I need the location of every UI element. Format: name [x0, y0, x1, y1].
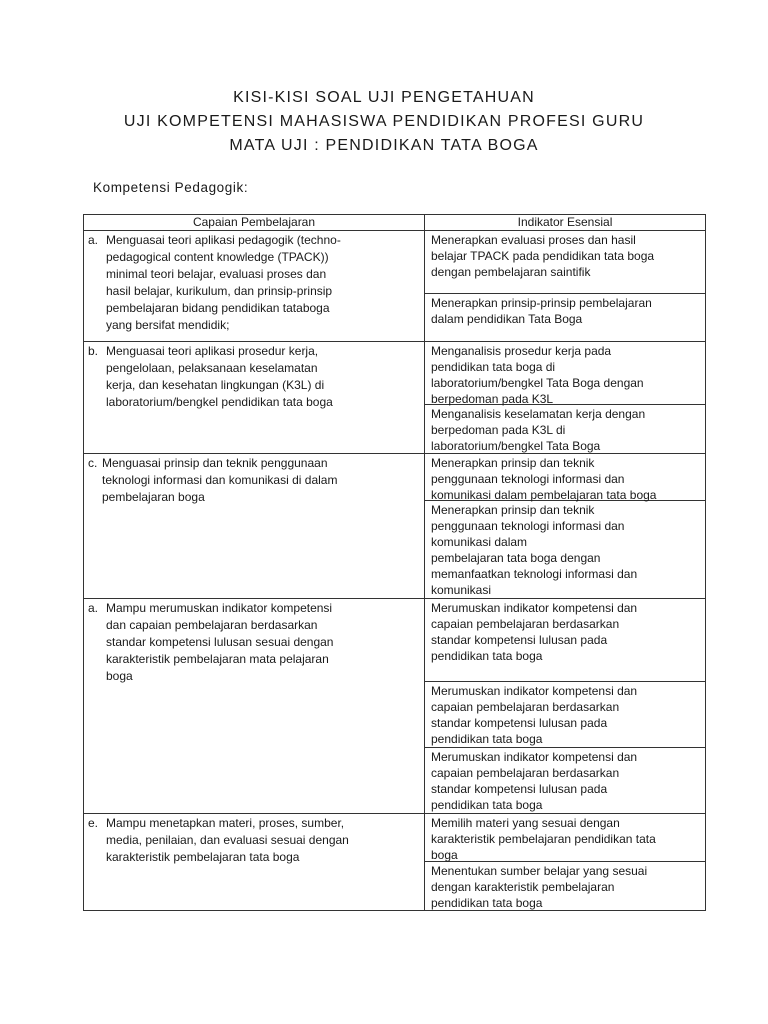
indikator-item: Menerapkan prinsip dan teknik penggunaan teknologi informasi dan komunikasi dalam pembelajaran tata boga dengan memanfaatkan teknologi informasi dan komunikasi — [425, 500, 705, 598]
table-row — [84, 342, 706, 454]
indikator-cell — [425, 342, 706, 454]
table-row — [84, 599, 706, 814]
capaian-text: Menguasai teori aplikasi prosedur kerja, pengelolaan, pelaksanaan keselamatan kerja, dan kesehatan lingkungan (K3L) di laboratorium/bengkel pendidikan tata boga — [106, 344, 333, 409]
indikator-item: Menganalisis keselamatan kerja dengan berpedoman pada K3L di laboratorium/bengkel Tata Boga — [425, 404, 705, 453]
table-row — [84, 454, 706, 599]
indikator-cell — [425, 231, 706, 342]
capaian-marker: a. — [88, 601, 99, 615]
indikator-cell — [425, 599, 706, 814]
indikator-item: Merumuskan indikator kompetensi dan capaian pembelajaran berdasarkan standar kompetensi lulusan pada pendidikan tata boga — [425, 681, 705, 747]
table-row — [84, 231, 706, 342]
section-label: Kompetensi Pedagogik: — [93, 180, 249, 195]
capaian-text: Mampu merumuskan indikator kompetensi dan capaian pembelajaran berdasarkan standar kompetensi lulusan sesuai dengan karakteristik pembelajaran mata pelajaran boga — [106, 601, 334, 683]
indikator-item: Memilih materi yang sesuai dengan karakteristik pembelajaran pendidikan tata boga — [431, 816, 656, 862]
column-header-indikator: Indikator Esensial — [425, 215, 706, 231]
capaian-marker: b. — [88, 344, 99, 358]
document-title: KISI-KISI SOAL UJI PENGETAHUAN — [233, 89, 535, 106]
capaian-marker: a. — [88, 233, 99, 247]
indikator-item: Menerapkan prinsip-prinsip pembelajaran dalam pendidikan Tata Boga — [425, 293, 705, 341]
indikator-item: Menerapkan evaluasi proses dan hasil belajar TPACK pada pendidikan tata boga dengan pembelajaran saintifik — [431, 233, 655, 279]
indikator-item: Menganalisis prosedur kerja pada pendidikan tata boga di laboratorium/bengkel Tata Boga dengan berpedoman pada K3L — [431, 344, 644, 406]
indikator-item: Merumuskan indikator kompetensi dan capaian pembelajaran berdasarkan standar kompetensi lulusan pada pendidikan tata boga — [431, 601, 638, 663]
indikator-cell — [425, 454, 706, 599]
capaian-marker: c. — [88, 456, 98, 470]
capaian-cell — [84, 342, 425, 454]
subject-title: MATA UJI : PENDIDIKAN TATA BOGA — [229, 137, 539, 154]
capaian-cell — [84, 231, 425, 342]
indikator-cell — [425, 814, 706, 911]
capaian-text: Mampu menetapkan materi, proses, sumber, media, penilaian, dan evaluasi sesuai dengan karakteristik pembelajaran tata boga — [106, 816, 349, 864]
document-subtitle: UJI KOMPETENSI MAHASISWA PENDIDIKAN PROFESI GURU — [123, 113, 645, 130]
capaian-cell — [84, 814, 425, 911]
capaian-cell — [84, 599, 425, 814]
competency-table — [83, 214, 706, 911]
indikator-item: Menerapkan prinsip dan teknik penggunaan teknologi informasi dan komunikasi dalam pembelajaran tata boga — [431, 456, 657, 502]
capaian-cell — [84, 454, 425, 599]
capaian-marker: e. — [88, 816, 99, 830]
indikator-item: Merumuskan indikator kompetensi dan capaian pembelajaran berdasarkan standar kompetensi lulusan pada pendidikan tata boga — [425, 747, 705, 813]
capaian-text: Menguasai teori aplikasi pedagogik (techno- pedagogical content knowledge (TPACK)) minimal teori belajar, evaluasi proses dan hasil belajar, kurikulum, dan prinsip-prinsip pembelajaran bidang pendidikan tataboga yang bersifat mendidik; — [106, 233, 341, 332]
column-header-capaian: Capaian Pembelajaran — [84, 215, 425, 231]
capaian-text: Menguasai prinsip dan teknik penggunaan teknologi informasi dan komunikasi di dalam pembelajaran boga — [102, 456, 338, 504]
table-row — [84, 814, 706, 911]
indikator-item: Menentukan sumber belajar yang sesuai dengan karakteristik pembelajaran pendidikan tata boga — [425, 861, 705, 910]
